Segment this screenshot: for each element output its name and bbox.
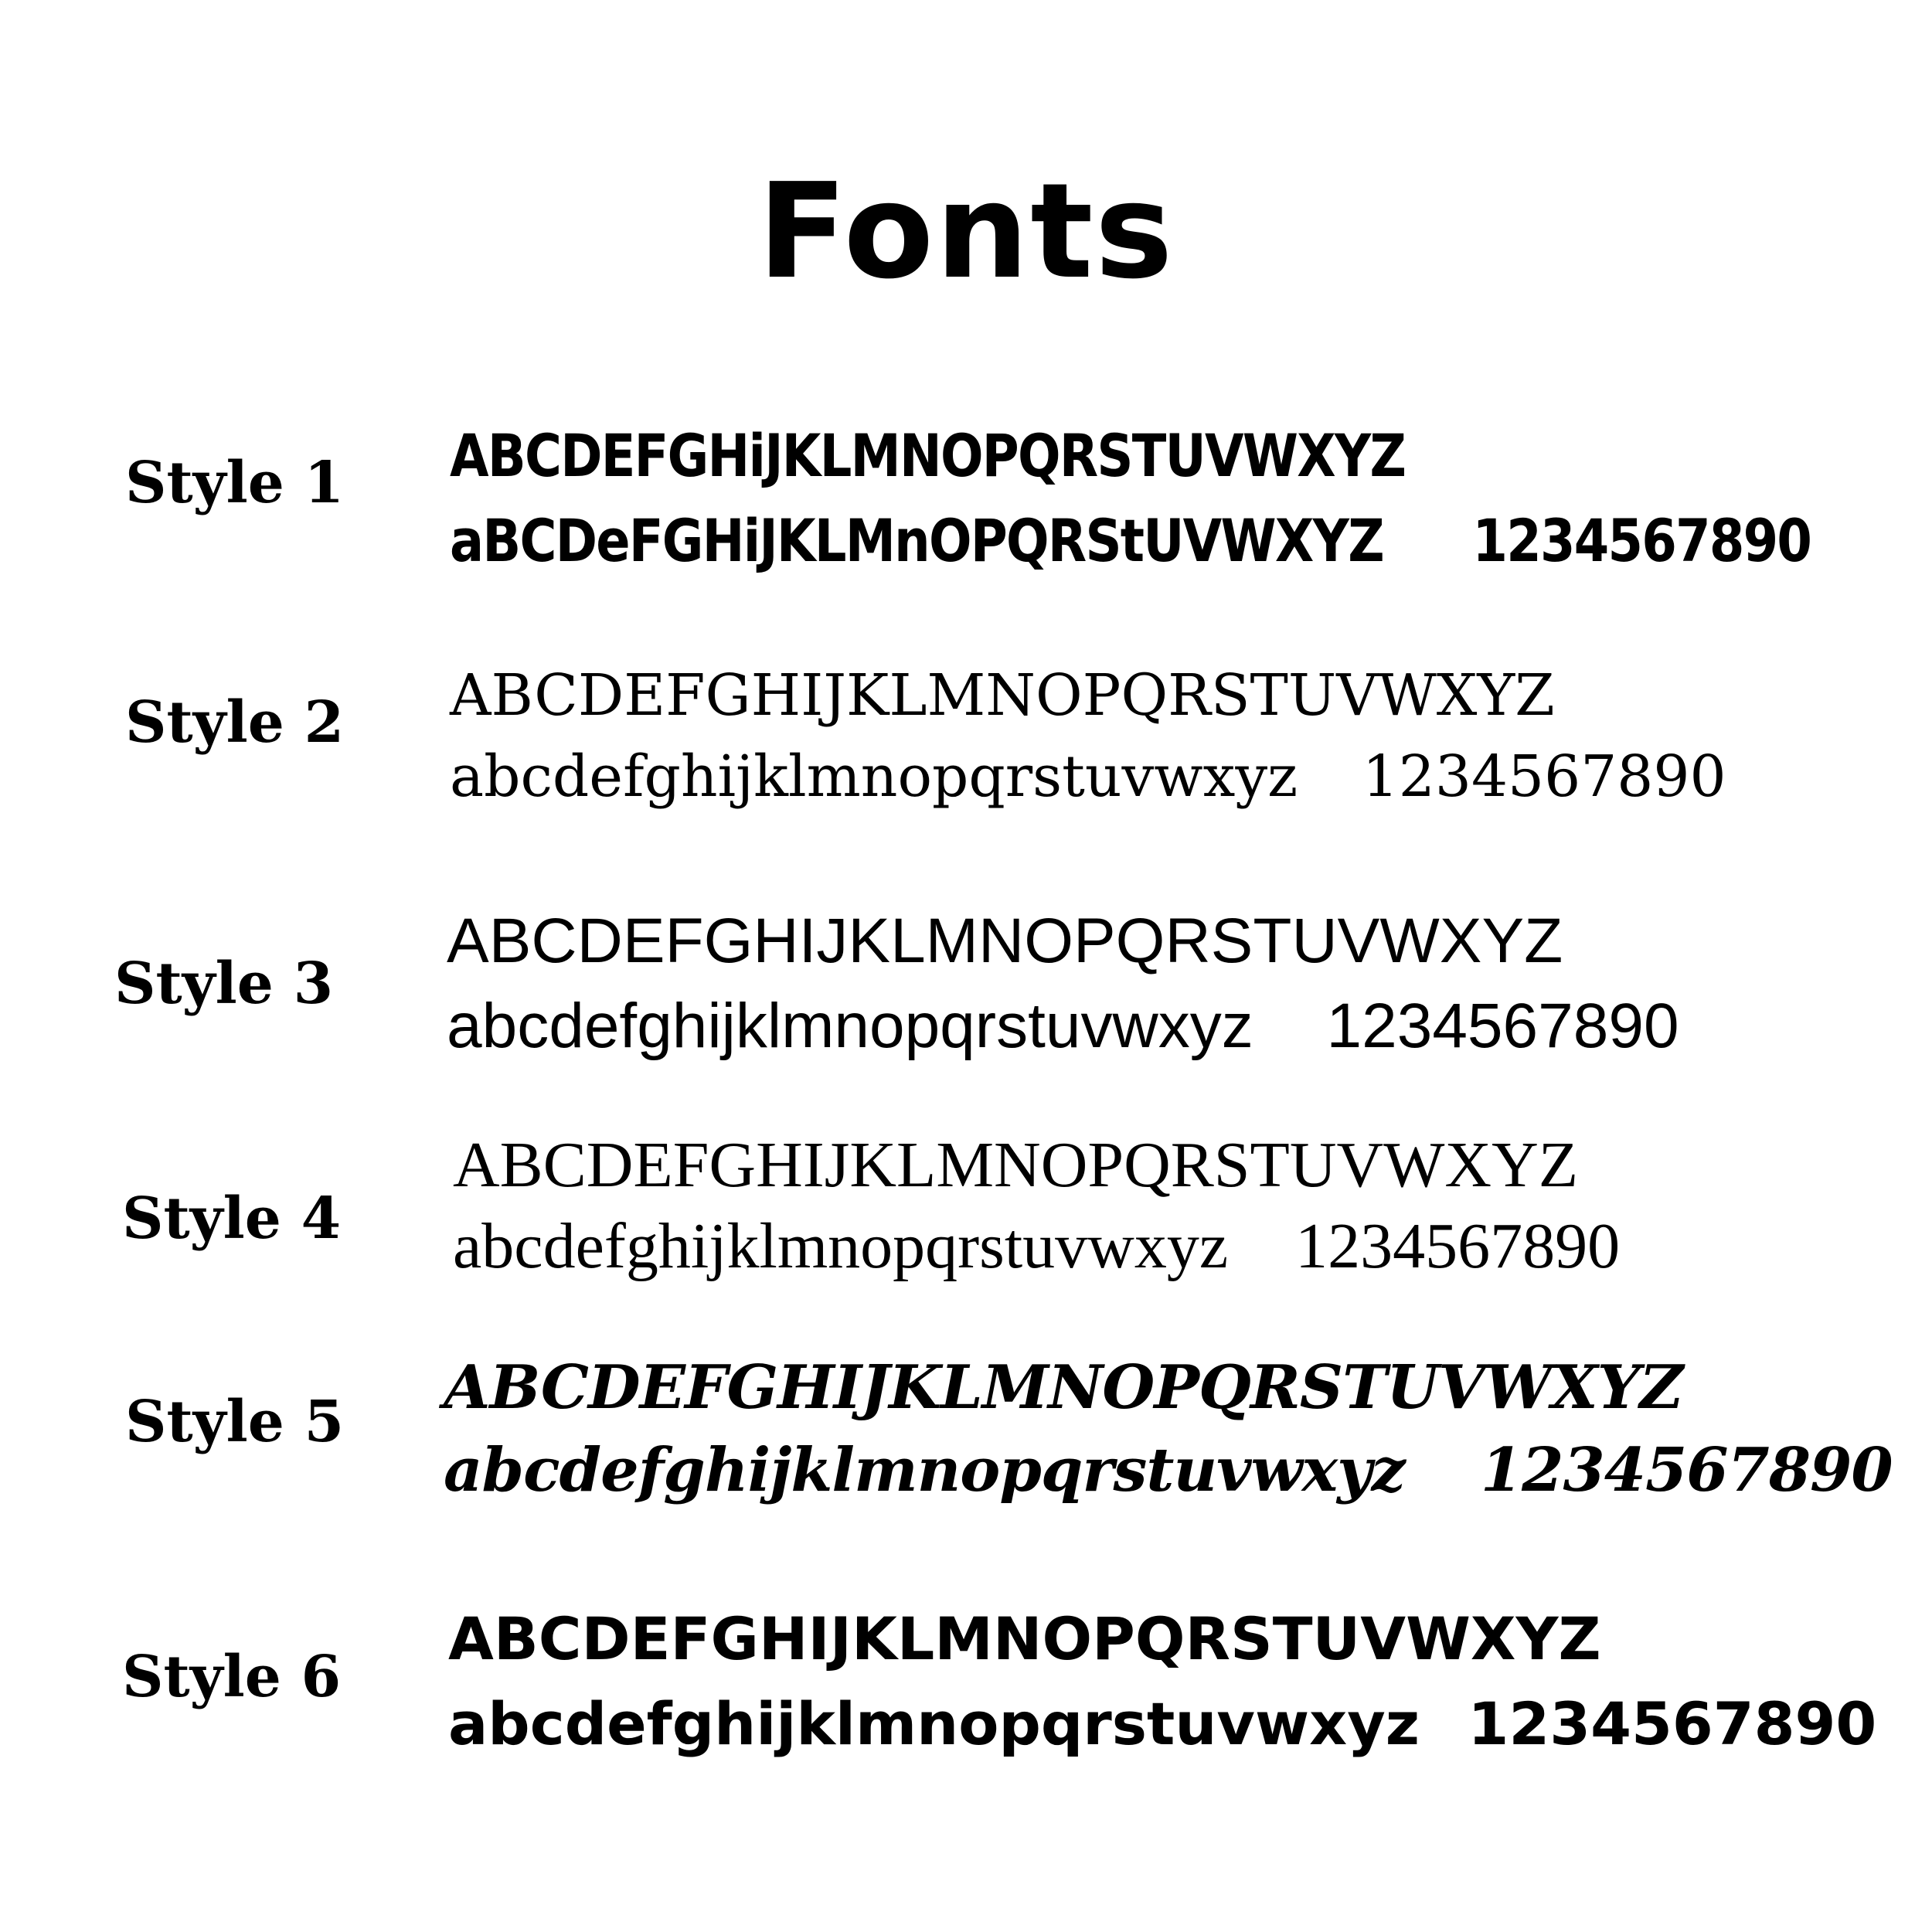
style-5-lowercase: abcdefghijklmnopqrstuvwxyz (444, 1435, 1405, 1505)
style-5-numbers: 1234567890 (1480, 1435, 1893, 1505)
style-1-lowercase-row (450, 506, 1811, 576)
style-4-uppercase: ABCDEFGHIJKLMNOPQRSTUVWXYZ (453, 1129, 1579, 1201)
style-1-lowercase: aBCDeFGHiJKLMnOPQRStUVWXYZ (450, 506, 1383, 575)
style-4-numbers: 1234567890 (1295, 1210, 1621, 1282)
style-3-numbers: 1234567890 (1326, 991, 1679, 1061)
style-6-lowercase-row (448, 1689, 1876, 1760)
style-1-numbers: 1234567890 (1472, 506, 1811, 575)
style-3-lowercase-row (447, 989, 1679, 1063)
page-title: Fonts (757, 155, 1175, 308)
style-2-lowercase-row (450, 742, 1726, 811)
style-2-lowercase: abcdefghijklmnopqrstuvwxyz (450, 743, 1298, 810)
style-4-lowercase: abcdefghijklmnopqrstuvwxyz (453, 1210, 1229, 1282)
style-6-lowercase: abcdefghijklmnopqrstuvwxyz (448, 1689, 1420, 1758)
style-3-label: Style 3 (114, 951, 334, 1017)
style-3-uppercase: ABCDEFGHIJKLMNOPQRSTUVWXYZ (447, 906, 1563, 976)
style-2-uppercase: ABCDEFGHIJKLMNOPQRSTUVWXYZ (450, 662, 1555, 729)
style-6-numbers: 1234567890 (1468, 1689, 1877, 1758)
style-5-label: Style 5 (125, 1389, 345, 1455)
style-4-label: Style 4 (122, 1185, 342, 1252)
style-4-lowercase-row (453, 1209, 1620, 1284)
style-1-label: Style 1 (125, 450, 345, 516)
style-3-lowercase: abcdefghijklmnopqrstuvwxyz (447, 991, 1253, 1061)
style-2-label: Style 2 (125, 689, 345, 756)
style-2-numbers: 1234567890 (1362, 743, 1726, 810)
style-6-label: Style 6 (122, 1644, 342, 1710)
style-5-uppercase: ABCDEFGHIJKLMNOPQRSTUVWXYZ (444, 1352, 1683, 1423)
style-5-lowercase-row (444, 1434, 1893, 1508)
style-1-uppercase: ABCDEFGHiJKLMNOPQRSTUVWXYZ (450, 421, 1406, 490)
style-6-uppercase: ABCDEFGHIJKLMNOPQRSTUVWXYZ (448, 1604, 1601, 1673)
